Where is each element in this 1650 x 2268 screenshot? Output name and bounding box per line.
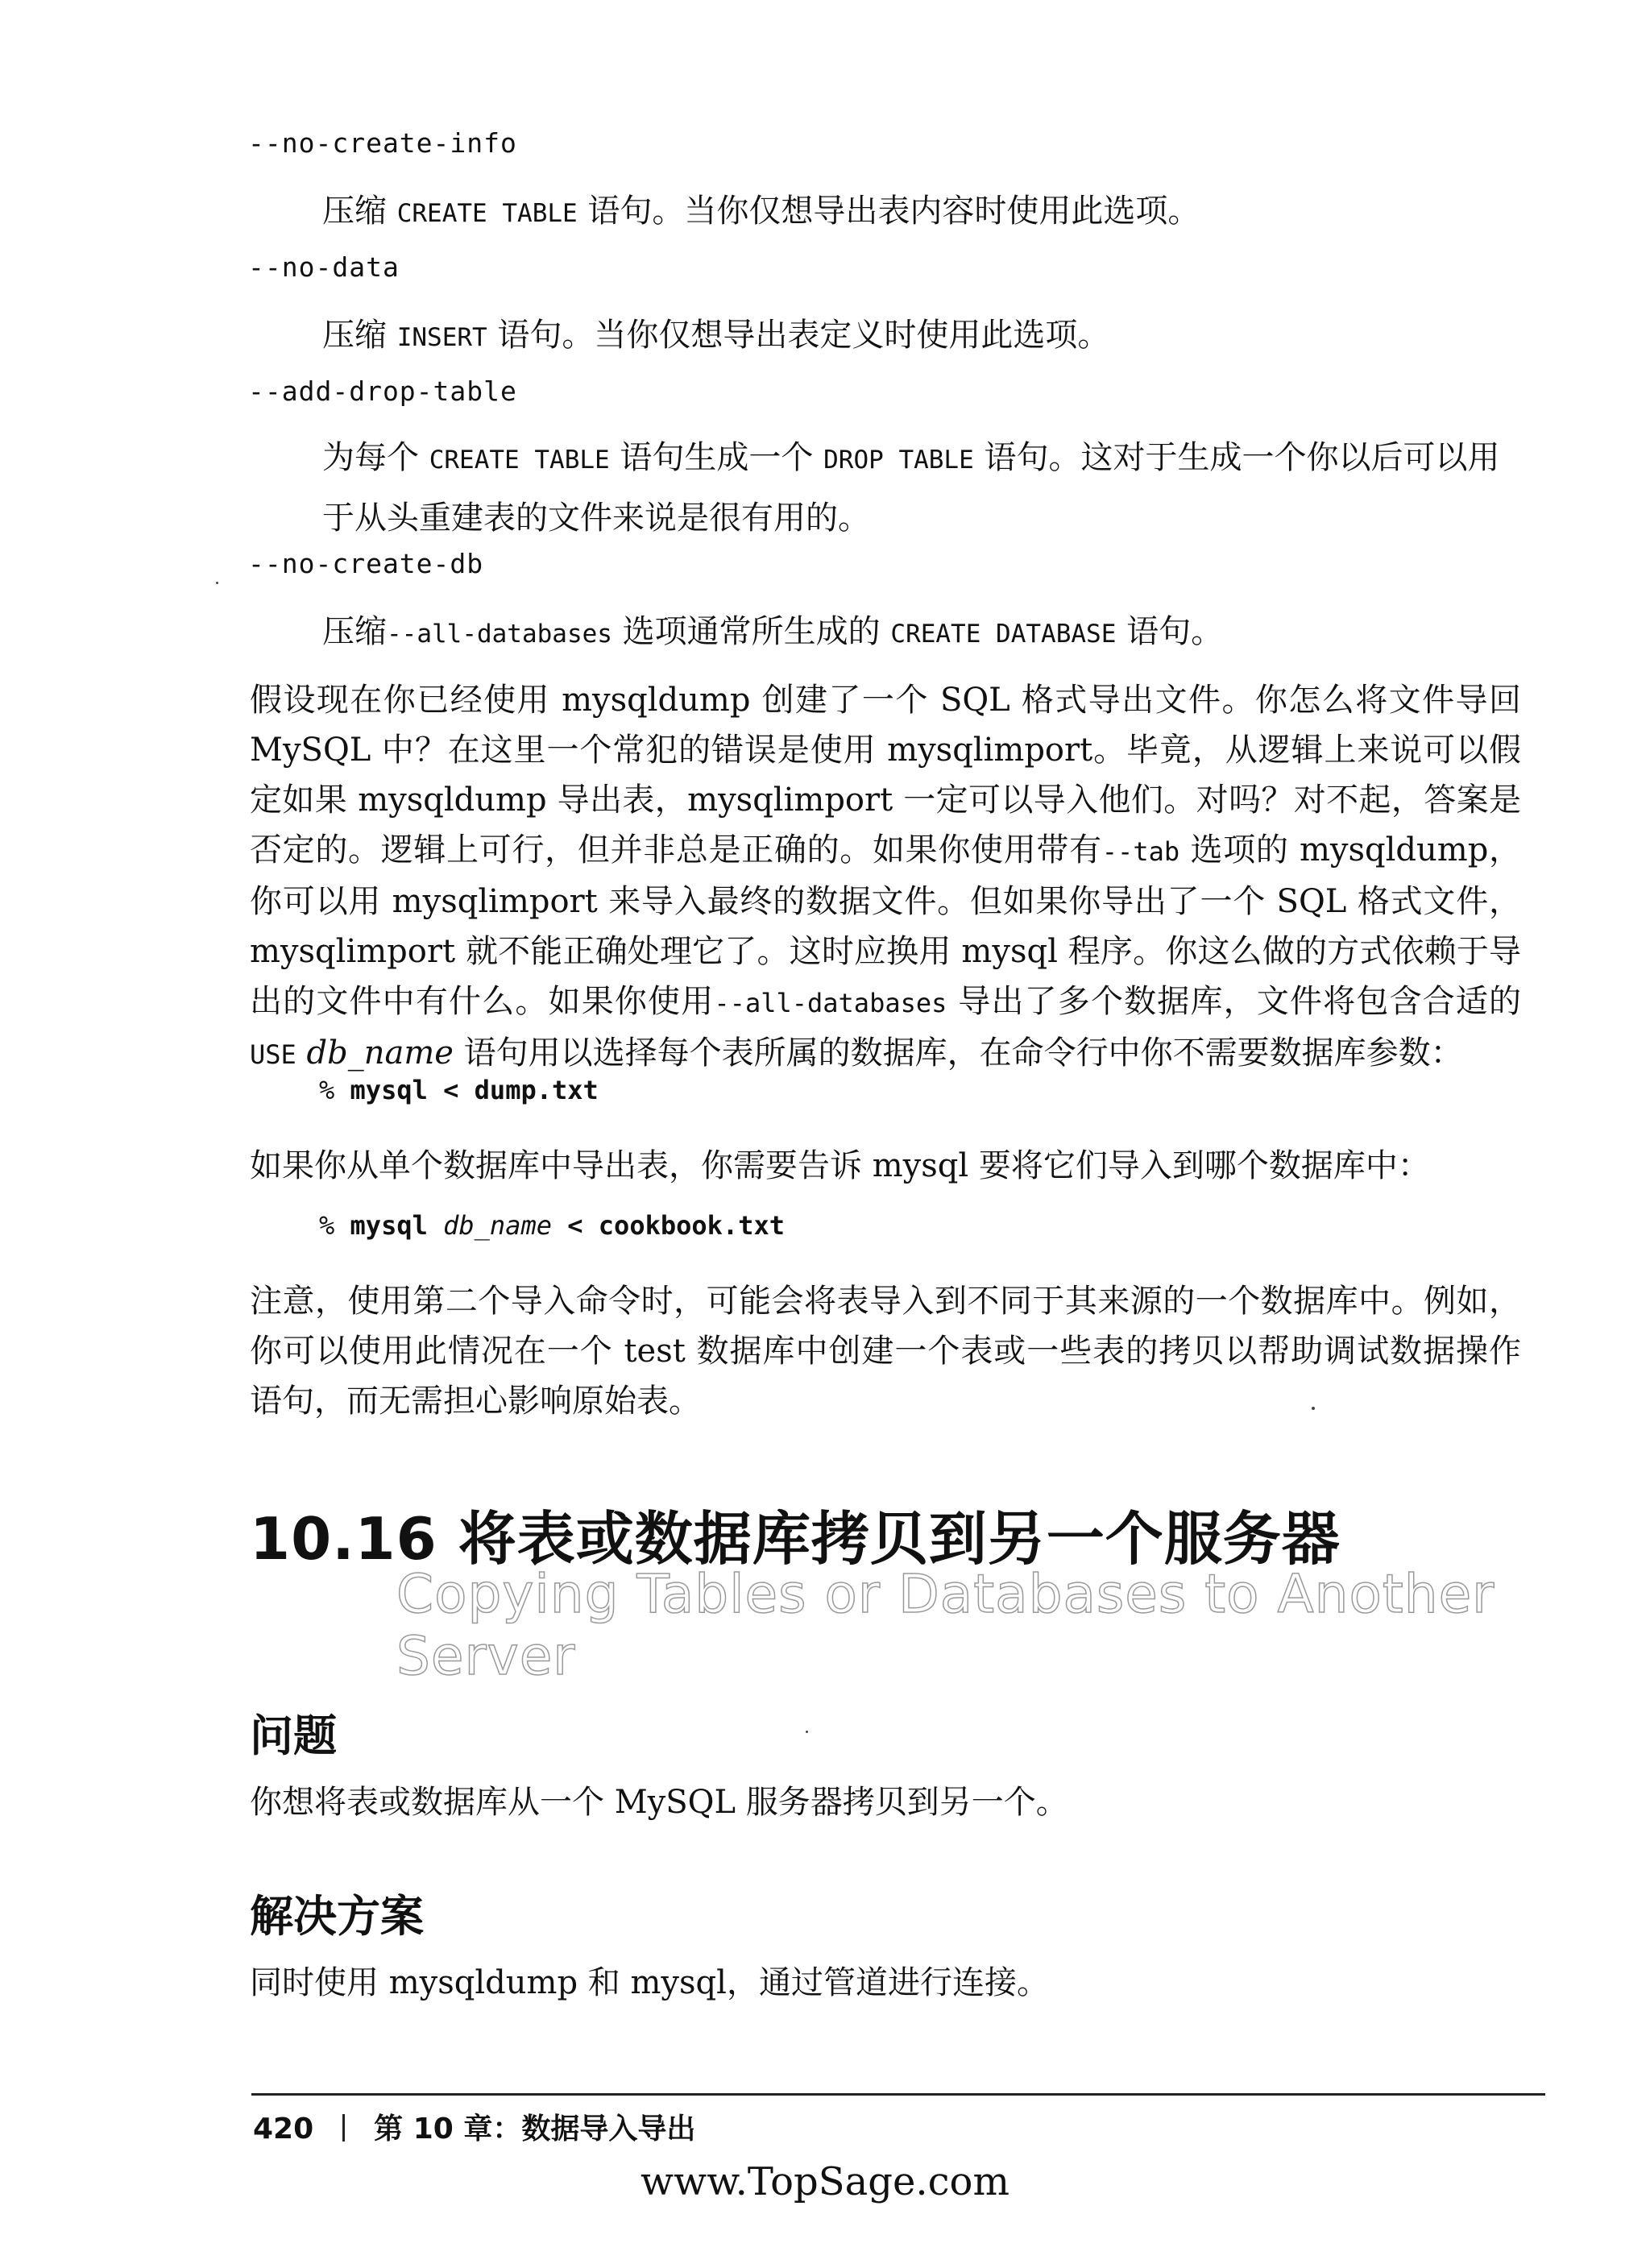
option-description: 压缩 CREATE TABLE 语句。当你仅想导出表内容时使用此选项。 — [322, 193, 1200, 230]
option-name: --no-create-db — [248, 548, 484, 579]
page-footer — [253, 2106, 695, 2147]
website-url: www.TopSage.com — [641, 2159, 1009, 2204]
option-description: 为每个 CREATE TABLE 语句生成一个 DROP TABLE 语句。这对于生成一个你以后可以用于从头重建表的文件来说是很有用的。 — [322, 439, 1500, 537]
option-name: --no-data — [248, 251, 400, 283]
section-subtitle: Copying Tables or Databases to Another Server — [396, 1563, 1495, 1687]
option-name: --no-create-info — [248, 127, 517, 159]
command-line: % mysql < dump.txt — [319, 1075, 599, 1105]
problem-heading: 问题 — [250, 1710, 337, 1761]
problem-text: 你想将表或数据库从一个 MySQL 服务器拷贝到另一个。 — [250, 1784, 1068, 1821]
scan-speck — [806, 1731, 808, 1733]
solution-heading: 解决方案 — [250, 1891, 424, 1942]
command-line: % mysql db_name < cookbook.txt — [319, 1210, 785, 1241]
body-paragraph: 如果你从单个数据库中导出表，你需要告诉 mysql 要将它们导入到哪个数据库中： — [250, 1147, 1430, 1184]
chapter-title: 第 10 章：数据导入导出 — [374, 2113, 696, 2146]
option-description: 压缩--all-databases 选项通常所生成的 CREATE DATABASE 语句。 — [322, 613, 1224, 650]
scan-speck — [1312, 1407, 1315, 1410]
body-paragraph: 注意，使用第二个导入命令时，可能会将表导入到不同于其来源的一个数据库中。例如，你可以使用此情况在一个 test 数据库中创建一个表或一些表的拷贝以帮助调试数据操作语句，而无需担心影响原始表。 — [250, 1283, 1521, 1420]
solution-text: 同时使用 mysqldump 和 mysql，通过管道进行连接。 — [250, 1964, 1049, 2001]
scan-speck — [216, 582, 218, 584]
option-name: --add-drop-table — [248, 375, 517, 407]
body-paragraph: 假设现在你已经使用 mysqldump 创建了一个 SQL 格式导出文件。你怎么将文件导回 MySQL 中？在这里一个常犯的错误是使用 mysqlimport。毕竟，从逻辑上来说可以假定如果 mysqldump 导出表，mysqlimport 一定可以导入他们。对吗？对不起，答案是否定的。逻辑上可行，但并非总是正确的。如果你使用带有--tab 选项的 mysqldump，你可以用 mysqlimport 来导入最终的数据文件。但如果你导出了一个 SQL 格式文件，mysqlimport 就不能正确处理它了。这时应换用 mysql 程序。你这么做的方式依赖于导出的文件中有什么。如果你使用--all-databases 导出了多个数据库，文件将包含合适的 USE db_name 语句用以选择每个表所属的数据库，在命令行中你不需要数据库参数： — [250, 682, 1522, 1072]
page-number: 420 — [253, 2113, 314, 2146]
footer-rule — [251, 2093, 1545, 2096]
option-description: 压缩 INSERT 语句。当你仅想导出表定义时使用此选项。 — [322, 317, 1110, 354]
section-title: 10.16 将表或数据库拷贝到另一个服务器 — [250, 1505, 1341, 1573]
